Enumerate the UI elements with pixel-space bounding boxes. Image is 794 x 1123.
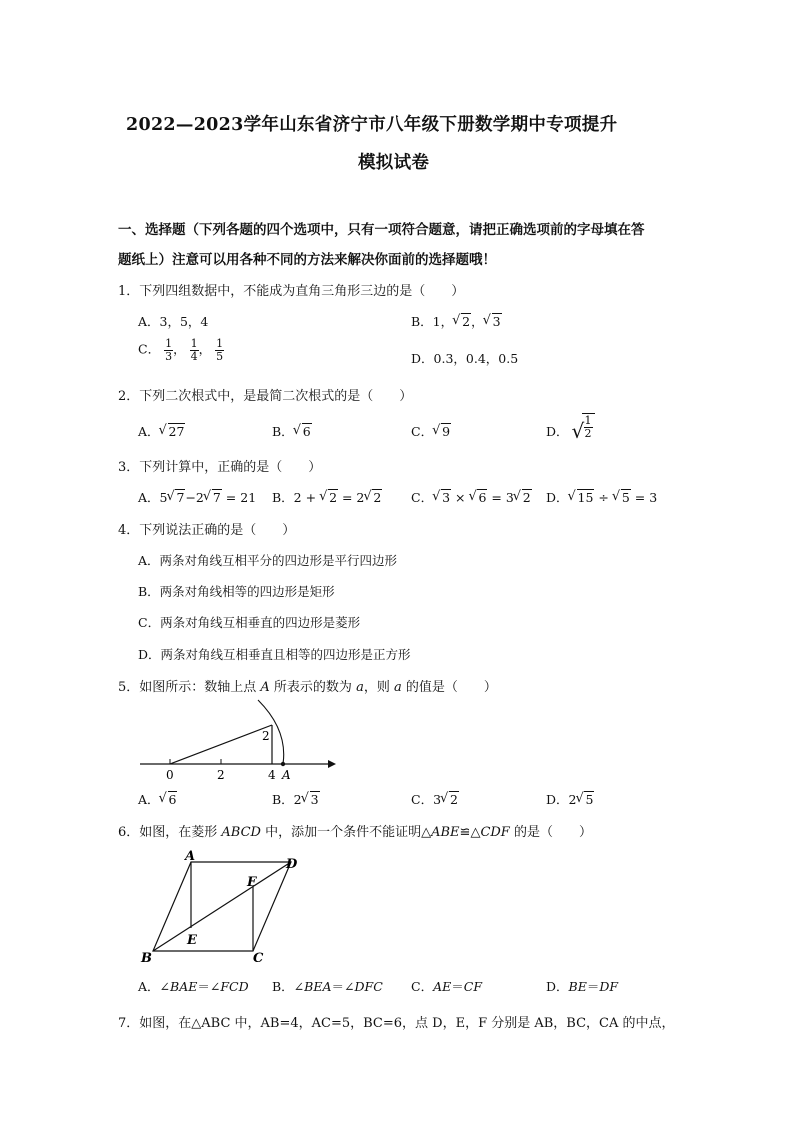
section-heading-cont: 题纸上）注意可以用各种不同的方法来解决你面前的选择题哦！	[118, 252, 496, 268]
q3-option-a: A．5√ 7−2√ 7 = 21	[138, 488, 256, 506]
q6-option-c: C．AE＝CF	[411, 979, 482, 994]
fraction: $\frac{1}{3}$	[165, 337, 173, 363]
sqrt-symbol: √ 3	[433, 490, 451, 505]
q5-option-d: D．2√ 5	[546, 790, 594, 808]
point-a	[281, 762, 285, 766]
sqrt-symbol: √ 15	[569, 490, 595, 505]
label-0: 0	[166, 768, 174, 782]
q3-option-d: D．√ 15 ÷ √ 5 = 3	[546, 488, 657, 506]
sqrt-symbol: √ 6	[294, 424, 312, 439]
q5-option-c: C．3√ 2	[411, 790, 459, 808]
q1-option-c: C． $\frac{1}{3}$ ， $\frac{1}{4}$ ， $\frac{1}{5}$	[138, 337, 224, 363]
q4-option-b: B．两条对角线相等的四边形是矩形	[138, 584, 335, 599]
question-2-stem: 2．下列二次根式中，是最简二次根式的是（ ）	[118, 389, 413, 404]
sqrt-symbol: √ 2	[441, 792, 459, 807]
question-3-stem: 3．下列计算中，正确的是（ ）	[118, 460, 322, 475]
point-f: F	[247, 875, 257, 890]
section-heading: 一、选择题（下列各题的四个选项中，只有一项符合题意，请把正确选项前的字母填在答	[118, 222, 645, 238]
vertex-c: C	[253, 951, 264, 966]
label-height: 2	[262, 729, 270, 743]
point-e: E	[187, 933, 197, 948]
page-subtitle: 模拟试卷	[358, 153, 430, 173]
sqrt-symbol: √ 2	[364, 490, 382, 505]
number-line-figure	[130, 695, 340, 785]
q3-option-b: B．2 + √ 2 = 2√ 2	[272, 488, 382, 506]
sqrt-symbol: √ 9	[433, 424, 451, 439]
question-7-stem: 7．如图，在△ABC 中，AB=4，AC=5，BC=6，点 D，E，F 分别是 AB，BC，CA 的中点，	[118, 1016, 675, 1031]
q6-option-d: D．BE＝DF	[546, 979, 619, 994]
sqrt-symbol: √ 2	[514, 490, 532, 505]
sqrt-symbol: √ 6	[160, 792, 178, 807]
label-a: A	[282, 768, 291, 782]
label-2: 2	[217, 768, 225, 782]
sqrt-symbol: √ $\frac{1}{2}$	[573, 413, 595, 439]
q2-option-d: D． √ $\frac{1}{2}$	[546, 412, 595, 440]
sqrt-symbol: √ 27	[160, 424, 186, 439]
q4-option-c: C．两条对角线互相垂直的四边形是菱形	[138, 615, 361, 630]
fraction: $\frac{1}{2}$	[582, 413, 595, 439]
q6-option-b: B．∠BEA＝∠DFC	[272, 979, 383, 994]
q4-option-d: D．两条对角线互相垂直且相等的四边形是正方形	[138, 647, 411, 662]
sqrt-symbol: √ 7	[167, 490, 185, 505]
question-1-stem: 1．下列四组数据中，不能成为直角三角形三边的是（ ）	[118, 284, 465, 299]
question-4-stem: 4．下列说法正确的是（ ）	[118, 523, 296, 538]
rhombus-figure	[135, 848, 315, 968]
vertex-d: D	[286, 857, 298, 872]
diagonal-bd	[153, 862, 291, 951]
axis-arrow	[328, 760, 336, 768]
sqrt-symbol: √ 5	[576, 792, 594, 807]
q1-option-a: A．3，5，4	[138, 314, 209, 329]
q3-option-c: C．√ 3 × √ 6 = 3√ 2	[411, 488, 532, 506]
sqrt-symbol: √ 7	[204, 490, 222, 505]
vertex-a: A	[185, 849, 196, 864]
hypotenuse	[170, 725, 272, 764]
q2-option-c: C．√ 9	[411, 422, 451, 440]
q2-option-a: A．√ 27	[138, 422, 185, 440]
sqrt-symbol: √ 2	[320, 490, 338, 505]
sqrt-symbol: √ 5	[613, 490, 631, 505]
q5-option-b: B．2√ 3	[272, 790, 320, 808]
q6-option-a: A．∠BAE＝∠FCD	[138, 979, 249, 994]
q1-option-d: D．0.3，0.4，0.5	[411, 351, 519, 366]
q4-option-a: A．两条对角线互相平分的四边形是平行四边形	[138, 553, 398, 568]
fraction: $\frac{1}{4}$	[190, 337, 198, 363]
question-6-stem: 6．如图，在菱形 ABCD 中，添加一个条件不能证明△ABE≌△CDF 的是（ ）	[118, 825, 592, 840]
page-title: 2022—2023学年山东省济宁市八年级下册数学期中专项提升	[126, 115, 618, 135]
sqrt-symbol: √ 3	[484, 314, 502, 329]
q2-option-b: B．√ 6	[272, 422, 312, 440]
label-4: 4	[268, 768, 276, 782]
sqrt-symbol: √ 3	[302, 792, 320, 807]
vertex-b: B	[141, 951, 152, 966]
sqrt-symbol: √ 6	[469, 490, 487, 505]
fraction: $\frac{1}{5}$	[216, 337, 224, 363]
q5-option-a: A．√ 6	[138, 790, 177, 808]
sqrt-symbol: √ 2	[453, 314, 471, 329]
q1-option-b: B．1，√ 2，√ 3	[411, 312, 502, 330]
question-5-stem: 5．如图所示：数轴上点 A 所表示的数为 a，则 a 的值是（ ）	[118, 680, 497, 695]
